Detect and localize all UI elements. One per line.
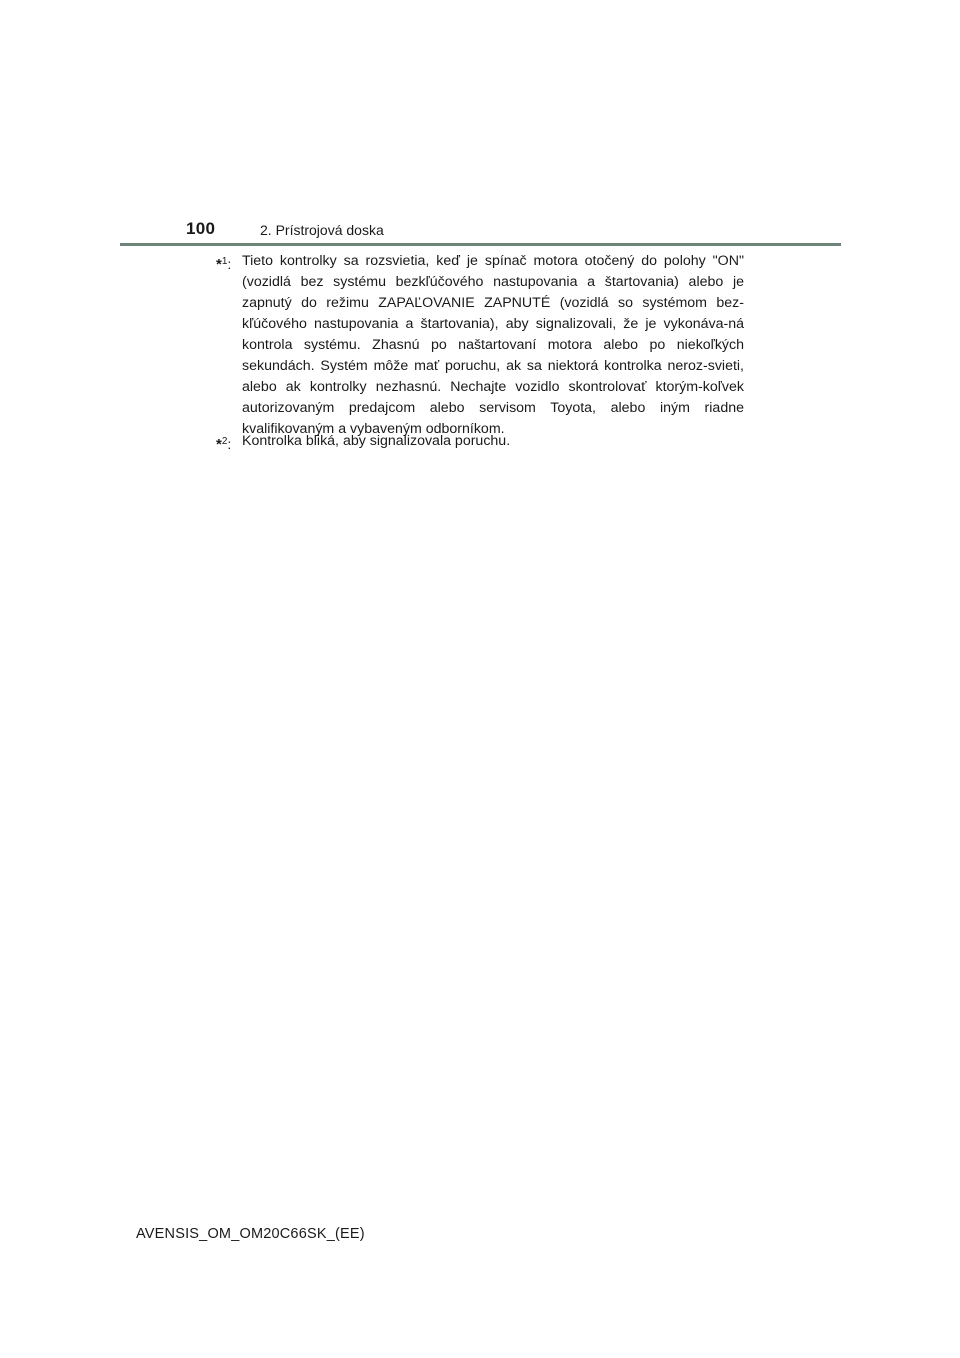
section-title: 2. Prístrojová doska bbox=[260, 222, 384, 238]
footnote-colon: : bbox=[227, 437, 232, 453]
footnote-text: Tieto kontrolky sa rozsvietia, keď je spínač motora otočený do polohy "ON" (vozidlá bez systému bezkľúčového nastupovania a štartovania) alebo je zapnutý do režimu ZAPAĽOVANIE ZAPNUTÉ (vozidlá so systémom bez-kľúčového nastupovania a štartovania), aby signalizovali, že je vykonáva-ná kontrola systému. Zhasnú po naštartovaní motora alebo po niekoľkých sekundách. Systém môže mať poruchu, ak sa niektorá kontrolka neroz-svieti, alebo ak kontrolky nezhasnú. Nechajte vozidlo skontrolovať ktorým-koľvek autorizovaným predajcom alebo servisom Toyota, alebo iným riadne kvalifikovaným a vybaveným odborníkom. bbox=[242, 253, 744, 437]
footnote-star: * bbox=[216, 256, 222, 273]
footnote-number: 2 bbox=[221, 436, 228, 447]
footnote-text: Kontrolka bliká, aby signalizovala poruchu. bbox=[242, 433, 511, 449]
footnote-colon: : bbox=[227, 257, 232, 273]
footnote-1 bbox=[216, 251, 744, 440]
document-code: AVENSIS_OM_OM20C66SK_(EE) bbox=[136, 1226, 365, 1242]
header-divider bbox=[120, 243, 841, 246]
footnote-number: 1 bbox=[221, 256, 228, 267]
footnote-star: * bbox=[216, 436, 222, 453]
page-number: 100 bbox=[186, 219, 216, 238]
footnote-marker bbox=[216, 431, 231, 456]
footnote-2 bbox=[216, 431, 744, 452]
footnote-marker bbox=[216, 251, 231, 276]
